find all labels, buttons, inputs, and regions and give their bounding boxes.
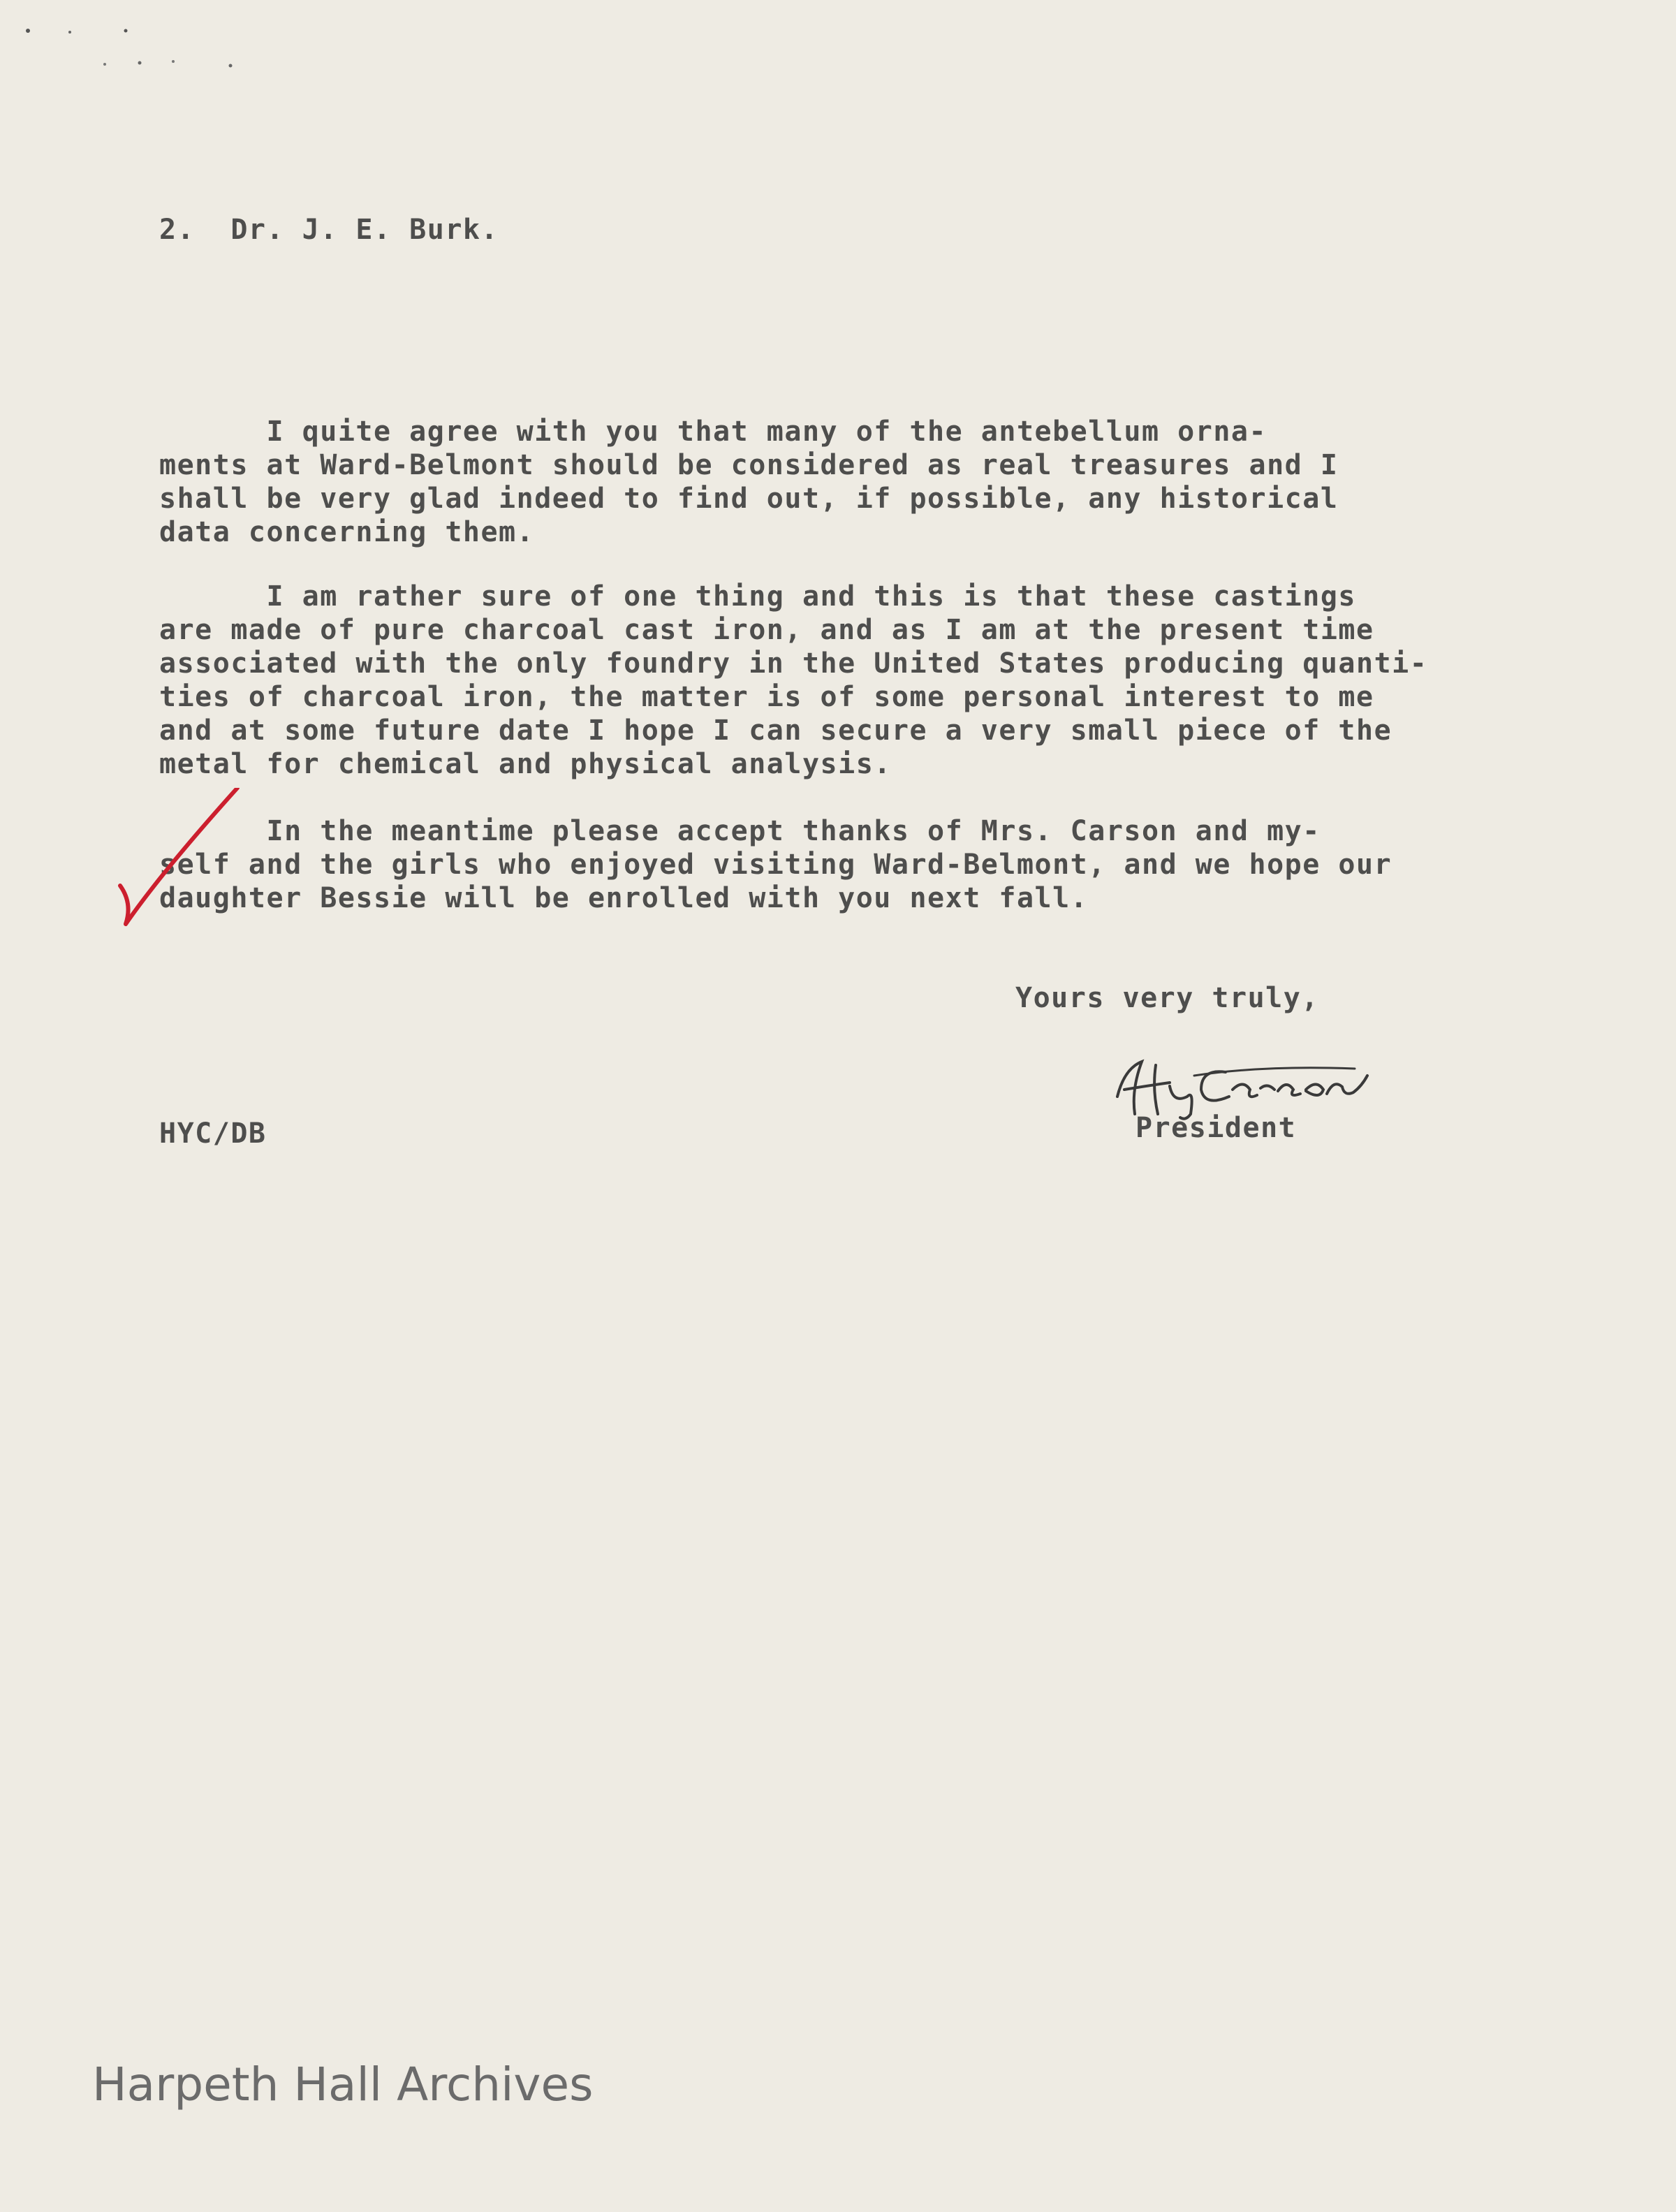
archive-watermark: Harpeth Hall Archives bbox=[92, 2058, 594, 2111]
signer-title: President bbox=[1135, 1112, 1297, 1144]
paragraph-line: ments at Ward-Belmont should be considered as real treasures and I bbox=[159, 449, 1339, 481]
paragraph-line: and at some future date I hope I can secure a very small piece of the bbox=[159, 715, 1392, 747]
page-header-line: 2. Dr. J. E. Burk. bbox=[159, 214, 499, 246]
complimentary-close: Yours very truly, bbox=[1015, 982, 1319, 1014]
paragraph-line: shall be very glad indeed to find out, if possible, any historical bbox=[159, 483, 1339, 515]
paragraph-3 bbox=[159, 814, 1392, 915]
paragraph-line: are made of pure charcoal cast iron, and as I am at the present time bbox=[159, 614, 1374, 646]
paragraph-2 bbox=[159, 580, 1427, 781]
paragraph-line: I quite agree with you that many of the antebellum orna- bbox=[159, 416, 1267, 448]
paragraph-line: data concerning them. bbox=[159, 516, 535, 548]
paragraph-line: daughter Bessie will be enrolled with you next fall. bbox=[159, 882, 1089, 914]
typist-initials: HYC/DB bbox=[159, 1118, 267, 1150]
paper-specks bbox=[0, 0, 279, 84]
paragraph-line: associated with the only foundry in the United States producing quanti- bbox=[159, 647, 1428, 680]
paragraph-line: metal for chemical and physical analysis. bbox=[159, 748, 892, 780]
red-check-mark bbox=[113, 788, 253, 935]
paragraph-line: I am rather sure of one thing and this is that these castings bbox=[159, 580, 1356, 613]
paragraph-1 bbox=[159, 415, 1338, 549]
paragraph-line: In the meantime please accept thanks of Mrs. Carson and my- bbox=[159, 815, 1321, 847]
paragraph-line: ties of charcoal iron, the matter is of some personal interest to me bbox=[159, 681, 1374, 713]
paragraph-line: self and the girls who enjoyed visiting Ward-Belmont, and we hope our bbox=[159, 849, 1392, 881]
